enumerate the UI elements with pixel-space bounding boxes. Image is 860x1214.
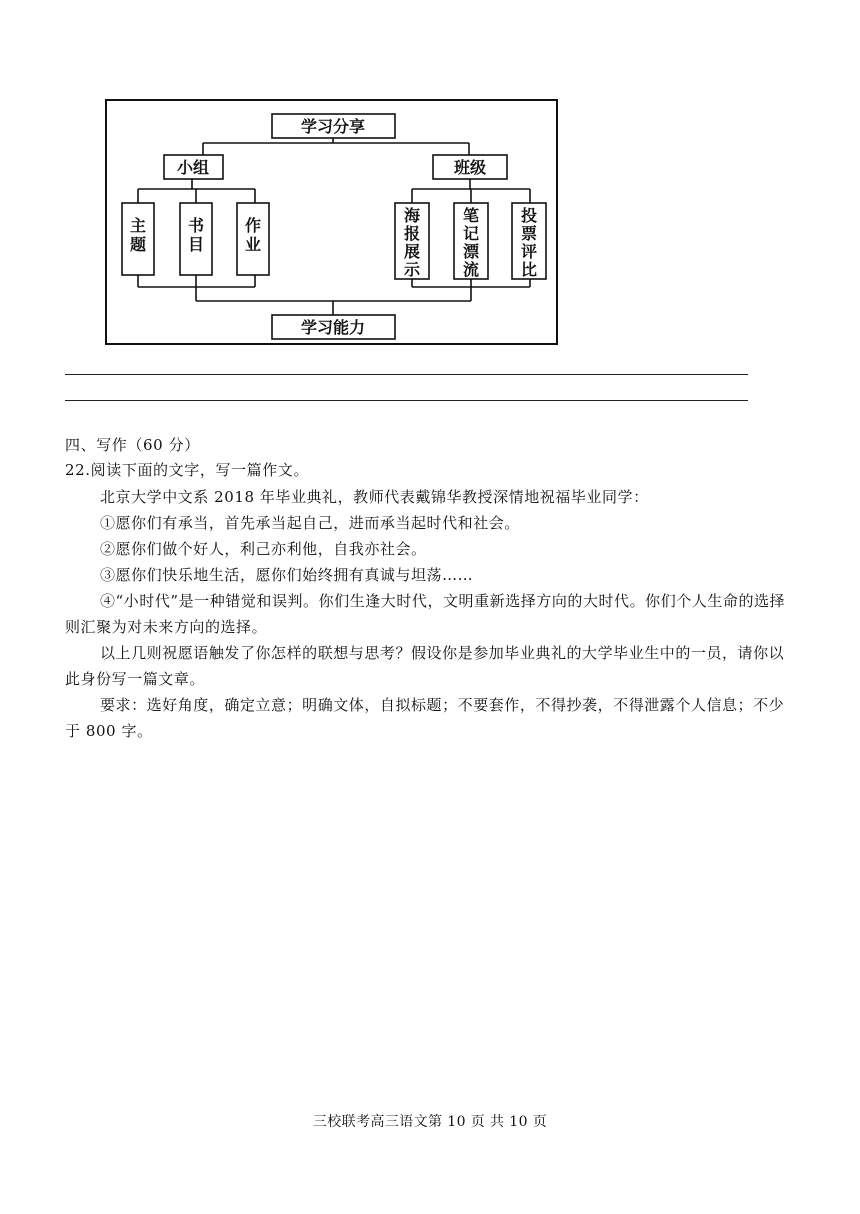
diagram-top-label: 学习分享 <box>300 117 366 136</box>
requirements-paragraph: 要求：选好角度，确定立意；明确文体，自拟标题；不要套作，不得抄袭，不得泄露个人信息；不少于 800 字。 <box>65 696 785 740</box>
intro-paragraph: 北京大学中文系 2018 年毕业典礼，教师代表戴锦华教授深情地祝福毕业同学： <box>100 488 649 506</box>
diagram-right-item-2-label: 笔记漂流 <box>462 206 480 279</box>
prompt-paragraph: 以上几则祝愿语触发了你怎样的联想与思考？假设你是参加毕业典礼的大学毕业生中的一员，请你以此身份写一篇文章。 <box>65 644 785 688</box>
wish-1: ①愿你们有承当，首先承当起自己，进而承当起时代和社会。 <box>100 514 520 532</box>
essay-material <box>65 484 787 744</box>
answer-line-2 <box>65 400 748 401</box>
diagram-right-item-1-label: 海报展示 <box>403 206 421 279</box>
diagram-right-item-3-label: 投票评比 <box>520 206 538 279</box>
wish-2: ②愿你们做个好人，利己亦利他，自我亦社会。 <box>100 540 427 558</box>
diagram-svg <box>107 101 556 343</box>
wish-3: ③愿你们快乐地生活，愿你们始终拥有真诚与坦荡…… <box>100 566 474 584</box>
answer-line-1 <box>65 374 748 375</box>
diagram-vertical-labels <box>130 206 537 279</box>
learning-share-diagram <box>105 99 558 345</box>
diagram-left-item-1-label: 主题 <box>129 216 147 254</box>
diagram-right-group-label: 班级 <box>453 158 487 177</box>
wish-4: ④“小时代”是一种错觉和误判。你们生逢大时代，文明重新选择方向的大时代。你们个人生命的选择则汇聚为对未来方向的选择。 <box>65 592 786 636</box>
diagram-left-group-label: 小组 <box>176 158 210 177</box>
page-footer: 三校联考高三语文第 10 页 共 10 页 <box>312 1114 548 1130</box>
diagram-left-item-2-label: 书目 <box>187 216 205 254</box>
section-heading: 四、写作（60 分） <box>65 436 200 454</box>
question-line: 22.阅读下面的文字，写一篇作文。 <box>65 461 310 479</box>
diagram-left-item-3-label: 作业 <box>244 216 262 254</box>
diagram-bottom-label: 学习能力 <box>300 318 366 337</box>
